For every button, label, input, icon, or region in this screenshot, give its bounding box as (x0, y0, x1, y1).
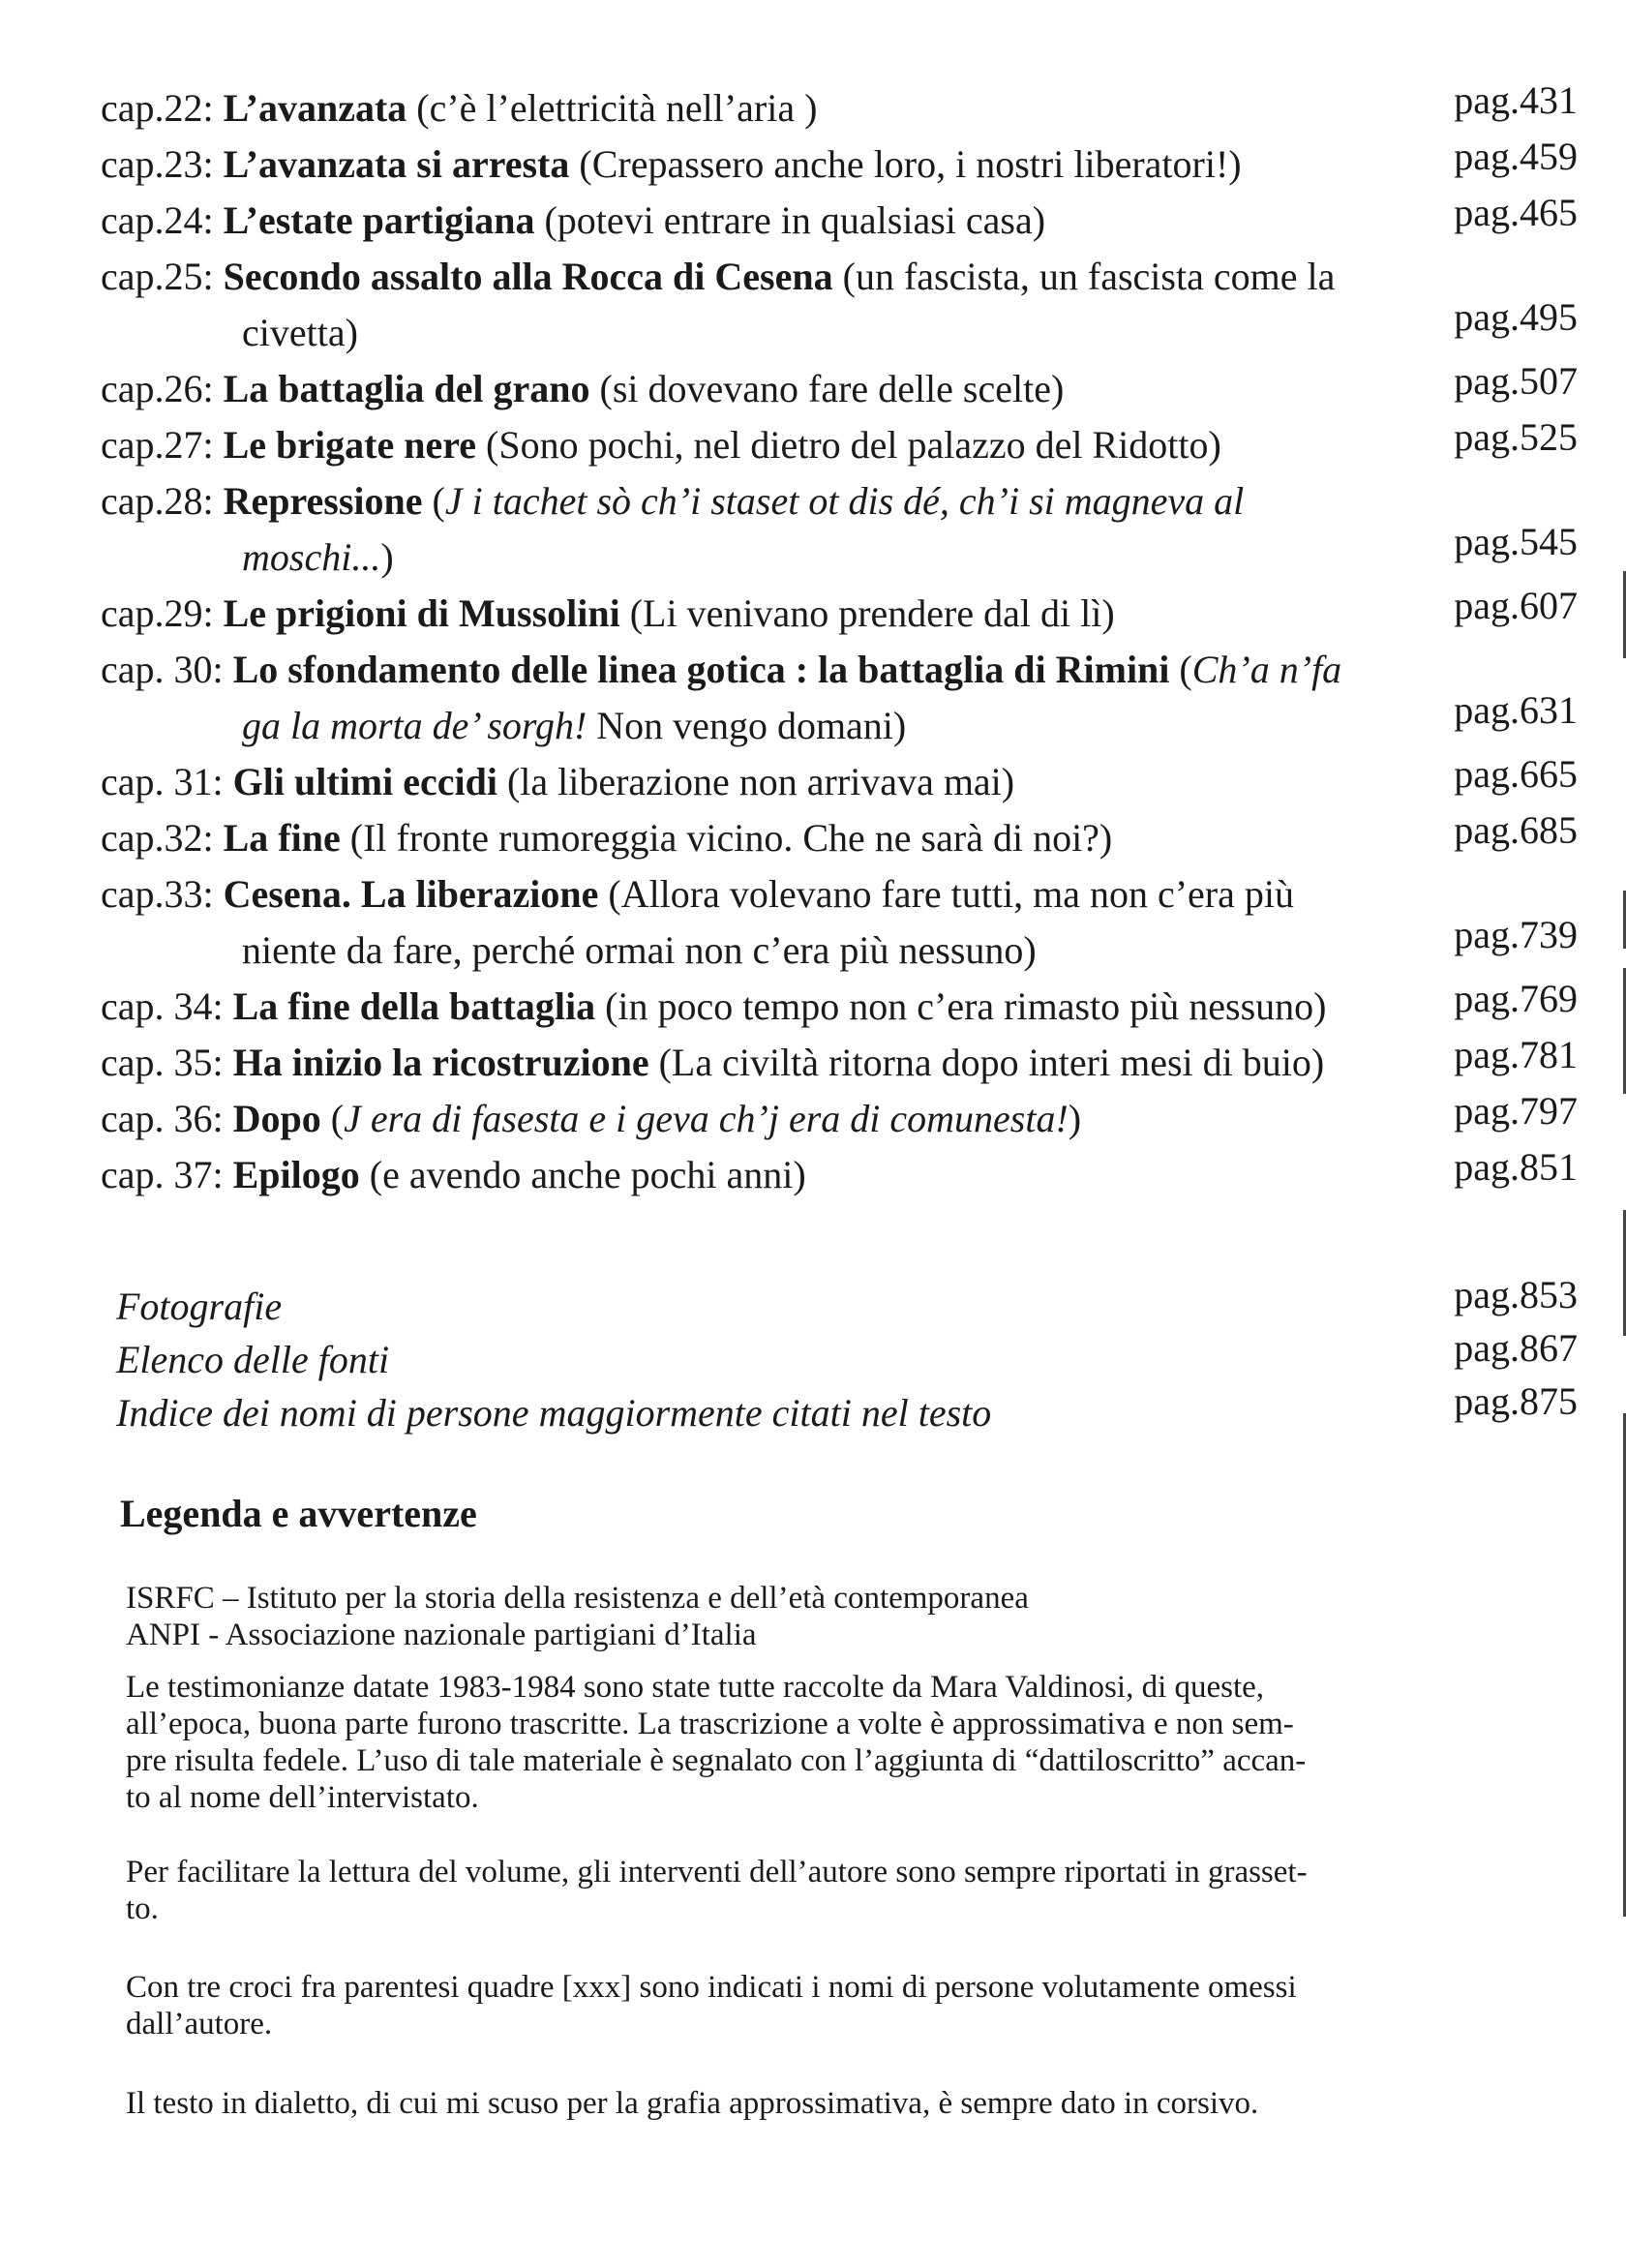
chapter-title: Cesena. La liberazione (223, 872, 599, 916)
chapter-title: Ha inizio la ricostruzione (232, 1041, 649, 1084)
legend-line: all’epoca, buona parte furono trascritte. La trascrizione a volte è approssimativa e non sem- (126, 1707, 1294, 1741)
chapter-title: Le prigioni di Mussolini (223, 591, 620, 635)
chapter-number: cap.24: (101, 198, 224, 242)
chapter-subtitle: moschi... (242, 535, 381, 579)
chapter-subtitle: (La civiltà ritorna dopo interi mesi di buio) (648, 1041, 1325, 1084)
abbreviations (126, 1580, 1481, 1653)
toc-entry (101, 1152, 806, 1198)
legend-heading: Legenda e avvertenze (120, 1492, 477, 1535)
page-number: pag.797 (1454, 1089, 1578, 1133)
chapter-subtitle: (la liberazione non arrivava mai) (497, 760, 1015, 803)
page-number: pag.739 (1454, 913, 1578, 956)
legend-paragraph (126, 2085, 1481, 2122)
toc-entry (101, 1040, 1324, 1086)
chapter-subtitle: ( (320, 1097, 345, 1140)
chapter-number: cap. 34: (101, 984, 233, 1028)
appendix-entry: Indice dei nomi di persone maggiormente citati nel testo (116, 1391, 992, 1435)
chapter-subtitle: (Allora volevano fare tutti, ma non c’era più (598, 872, 1294, 916)
chapter-subtitle: (si dovevano fare delle scelte) (589, 367, 1065, 410)
chapter-subtitle: niente da fare, perché ormai non c’era più nessuno) (242, 928, 1037, 972)
toc-entry (101, 85, 817, 132)
chapter-title: L’estate partigiana (223, 198, 535, 242)
chapter-subtitle: (in poco tempo non c’era rimasto più nessuno) (595, 984, 1327, 1028)
chapter-number: cap.22: (101, 86, 224, 130)
chapter-subtitle: ) (1068, 1097, 1082, 1140)
page-number: pag.607 (1454, 584, 1578, 627)
page-number: pag.665 (1454, 752, 1578, 796)
toc-entry (101, 647, 1341, 693)
page-number: pag.853 (1454, 1273, 1578, 1316)
chapter-number: cap.27: (101, 423, 224, 467)
chapter-number: cap. 30: (101, 648, 233, 691)
chapter-subtitle: J era di fasesta e i geva ch’j era di comunesta! (344, 1097, 1069, 1140)
toc-entry (101, 1096, 1081, 1142)
chapter-subtitle: ( (422, 479, 445, 523)
chapter-title: Le brigate nere (223, 423, 477, 467)
legend-line: pre risulta fedele. L’uso di tale materiale è segnalato con l’aggiunta di “dattiloscritto” accan- (126, 1743, 1307, 1778)
chapter-title: Gli ultimi eccidi (232, 760, 497, 803)
legend-paragraph (126, 1969, 1481, 2042)
page-number: pag.545 (1454, 520, 1578, 563)
chapter-number: cap.28: (101, 479, 224, 523)
chapter-subtitle: (c’è l’elettricità nell’aria ) (406, 86, 818, 130)
chapter-number: cap.33: (101, 872, 224, 916)
legend-line: Per facilitare la lettura del volume, gli interventi dell’autore sono sempre riportati in grasset- (126, 1855, 1308, 1890)
chapter-subtitle: (Il fronte rumoreggia vicino. Che ne sarà di noi?) (340, 816, 1113, 860)
chapter-subtitle: ga la morta de’ sorgh! (242, 704, 587, 747)
page-number: pag.431 (1454, 78, 1578, 122)
page-number: pag.465 (1454, 191, 1578, 234)
chapter-title: La fine (223, 816, 341, 860)
chapter-title: La battaglia del grano (223, 367, 590, 410)
toc-entry (101, 141, 1242, 188)
toc-entry (101, 478, 1244, 525)
chapter-number: cap.25: (101, 255, 224, 298)
abbreviation-line: ANPI - Associazione nazionale partigiani d’Italia (126, 1618, 757, 1652)
toc-entry-continuation (242, 703, 906, 749)
page-number: pag.525 (1454, 415, 1578, 459)
legend-line: to. (126, 1891, 159, 1926)
appendix-entry: Elenco delle fonti (116, 1338, 390, 1381)
chapter-title: Lo sfondamento delle linea gotica : la battaglia di Rimini (232, 648, 1170, 691)
legend-line: Le testimonianze datate 1983-1984 sono state tutte raccolte da Mara Valdinosi, di queste, (126, 1670, 1265, 1705)
chapter-title: Dopo (232, 1097, 321, 1140)
toc-entry (101, 871, 1294, 918)
chapter-subtitle: ) (380, 535, 394, 579)
chapter-number: cap.32: (101, 816, 224, 860)
toc-entry (101, 759, 1014, 805)
chapter-title: L’avanzata (223, 86, 407, 130)
page-number: pag.685 (1454, 808, 1578, 852)
page-number: pag.875 (1454, 1379, 1578, 1423)
page-number: pag.495 (1454, 295, 1578, 339)
toc-entry-continuation (242, 534, 394, 581)
chapter-title: Epilogo (232, 1153, 360, 1196)
toc-entry (101, 590, 1115, 637)
page-number: pag.781 (1454, 1033, 1578, 1076)
legend-line: Con tre croci fra parentesi quadre [xxx] sono indicati i nomi di persone volutamente omessi (126, 1970, 1297, 2005)
chapter-subtitle: Ch’a n’fa (1191, 648, 1342, 691)
page-number: pag.769 (1454, 977, 1578, 1020)
chapter-subtitle: (Sono pochi, nel dietro del palazzo del Ridotto) (476, 423, 1221, 467)
chapter-number: cap. 35: (101, 1041, 233, 1084)
chapter-subtitle: (e avendo anche pochi anni) (359, 1153, 806, 1196)
chapter-number: cap.23: (101, 142, 224, 186)
chapter-subtitle: (potevi entrare in qualsiasi casa) (534, 198, 1046, 242)
page-number: pag.631 (1454, 688, 1578, 732)
chapter-title: Secondo assalto alla Rocca di Cesena (223, 255, 833, 298)
chapter-subtitle: civetta) (242, 311, 358, 354)
toc-entry (101, 983, 1326, 1030)
legend-line: Il testo in dialetto, di cui mi scuso per la grafia approssimativa, è sempre dato in corsivo. (126, 2086, 1259, 2121)
toc-entry-continuation (242, 310, 358, 356)
legend-line: to al nome dell’intervistato. (126, 1780, 479, 1815)
toc-entry-continuation (242, 927, 1037, 974)
toc-entry (101, 815, 1112, 862)
toc-entry (101, 366, 1064, 412)
chapter-subtitle: (Li venivano prendere dal di lì) (619, 591, 1115, 635)
chapter-subtitle: (un fascista, un fascista come la (832, 255, 1336, 298)
legend-paragraph (126, 1854, 1481, 1927)
chapter-number: cap. 37: (101, 1153, 233, 1196)
chapter-subtitle: Non vengo domani) (587, 704, 907, 747)
chapter-number: cap. 31: (101, 760, 233, 803)
page-number: pag.507 (1454, 359, 1578, 403)
page-number: pag.851 (1454, 1145, 1578, 1189)
chapter-subtitle: ( (1169, 648, 1192, 691)
toc-entry (101, 254, 1335, 300)
chapter-title: La fine della battaglia (232, 984, 596, 1028)
chapter-subtitle: (Crepassero anche loro, i nostri liberatori!) (569, 142, 1242, 186)
chapter-subtitle: J i tachet sò ch’i staset ot dis dé, ch’i si magneva al (444, 479, 1245, 523)
toc-entry (101, 422, 1221, 469)
page-number: pag.459 (1454, 135, 1578, 178)
chapter-number: cap. 36: (101, 1097, 233, 1140)
chapter-title: Repressione (223, 479, 423, 523)
abbreviation-line: ISRFC – Istituto per la storia della resistenza e dell’età contemporanea (126, 1581, 1029, 1616)
toc-entry (101, 197, 1045, 244)
page-number: pag.867 (1454, 1326, 1578, 1370)
appendix-entry: Fotografie (116, 1285, 283, 1328)
chapter-title: L’avanzata si arresta (223, 142, 570, 186)
legend-line: dall’autore. (126, 2007, 273, 2041)
chapter-number: cap.29: (101, 591, 224, 635)
chapter-number: cap.26: (101, 367, 224, 410)
legend-paragraph (126, 1669, 1481, 1816)
